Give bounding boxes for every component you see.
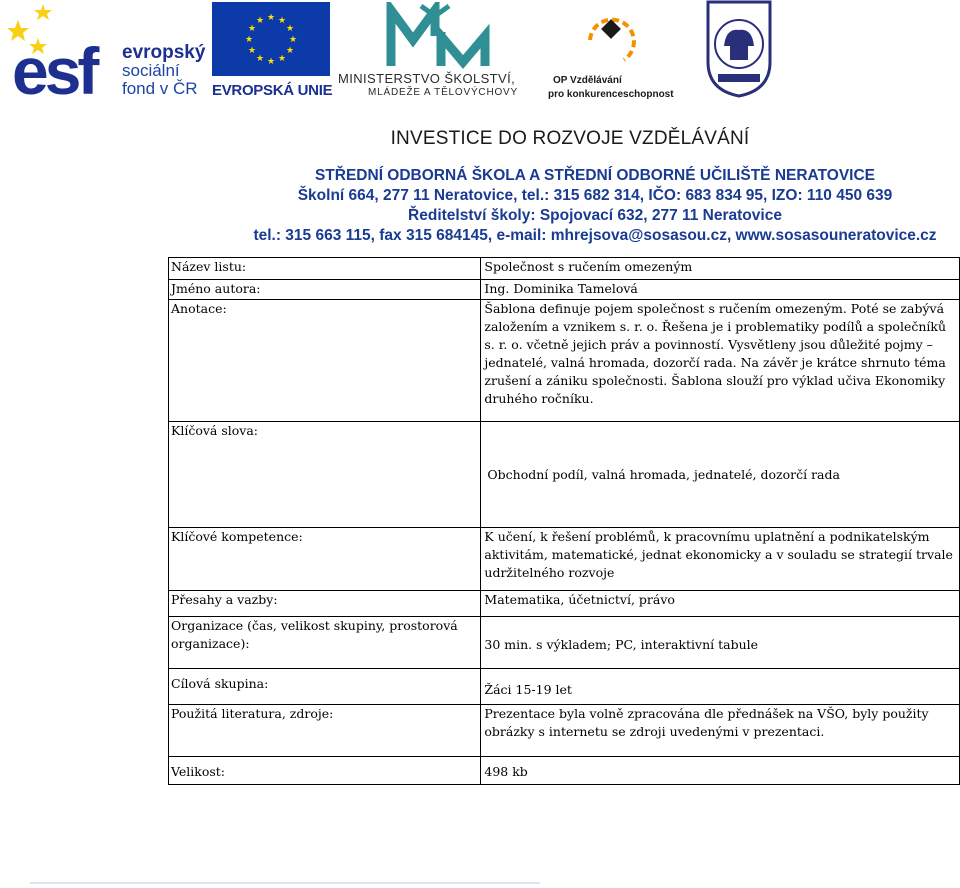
op-line-2: pro konkurenceschopnost <box>548 89 674 100</box>
esf-line-1: evropský <box>122 42 206 63</box>
table-row <box>169 422 960 528</box>
table-row <box>169 280 960 300</box>
svg-text:★: ★ <box>244 35 254 45</box>
kompetence-value: K učení, k řešení problémů, k pracovnímu uplatnění a podnikatelským aktivitám, matematické, jednat ekonomicky a v souladu se strategií trvale udržitelného rozvoje <box>481 528 960 591</box>
svg-text:★: ★ <box>266 57 276 67</box>
table-row <box>169 617 960 669</box>
autor-label: Jméno autora: <box>169 280 481 300</box>
investice-heading: INVESTICE DO ROZVOJE VZDĚLÁVÁNÍ <box>390 128 750 149</box>
eu-logo <box>212 2 333 102</box>
anotace-value: Šablona definuje pojem společnost s ručením omezeným. Poté se zabývá založením a vznikem s. r. o. Řešena je i problematiky podílů a společníků s. r. o. včetně jejich práv a povinností. Vysvětleny jsou důležité pojmy – jednatelé, valná hromada, dozorčí rada. Na závěr je krátce shrnuto téma zrušení a zániku společnosti. Šablona slouží pro výklad učiva Ekonomiky druhého ročníku. <box>481 300 960 422</box>
svg-text:★: ★ <box>288 35 298 45</box>
esf-logo-mark <box>8 2 116 97</box>
svg-text:★: ★ <box>255 54 265 64</box>
cilova-label: Cílová skupina: <box>169 669 481 705</box>
esf-line-2: sociální <box>122 61 180 80</box>
autor-value: Ing. Dominika Tamelová <box>481 280 960 300</box>
msmt-logo <box>338 2 543 102</box>
table-row <box>169 528 960 591</box>
school-name: STŘEDNÍ ODBORNÁ ŠKOLA A STŘEDNÍ ODBORNÉ UČILIŠTĚ NERATOVICE <box>314 167 876 184</box>
school-address: Školní 664, 277 11 Neratovice, tel.: 315 682 314, IČO: 683 834 95, IZO: 110 450 639 <box>297 187 893 204</box>
svg-text:★: ★ <box>247 46 257 56</box>
svg-text:★: ★ <box>277 54 287 64</box>
velikost-label: Velikost: <box>169 757 481 785</box>
table-row <box>169 300 960 422</box>
esf-line-3: fond v ČR <box>122 79 198 98</box>
table-row <box>169 258 960 280</box>
svg-text:★: ★ <box>247 24 257 34</box>
esf-logo <box>8 2 208 102</box>
bottom-divider <box>30 882 540 884</box>
klicova-text: Obchodní podíl, valná hromada, jednatelé, dozorčí rada <box>487 466 840 482</box>
svg-text:★: ★ <box>277 16 287 26</box>
school-contacts: tel.: 315 663 115, fax 315 684145, e-mail: mhrejsova@sosasou.cz, www.sosasouneratovice.cz <box>253 227 937 244</box>
msmt-line-2: MLÁDEŽE A TĚLOVÝCHOVY <box>368 87 518 98</box>
eu-flag-icon <box>212 2 330 76</box>
kompetence-label: Klíčové kompetence: <box>169 528 481 591</box>
msmt-logo-mark <box>383 2 493 70</box>
klicova-value <box>481 422 960 528</box>
organizace-value: 30 min. s výkladem; PC, interaktivní tabule <box>481 617 960 669</box>
anotace-label: Anotace: <box>169 300 481 422</box>
school-crest-icon <box>706 0 772 98</box>
metadata-table <box>168 257 960 785</box>
klicova-label: Klíčová slova: <box>169 422 481 528</box>
op-line-1: OP Vzdělávání <box>553 75 622 86</box>
svg-text:esf: esf <box>12 34 96 97</box>
table-row <box>169 669 960 705</box>
esf-logo-text <box>122 44 205 98</box>
school-directorate: Ředitelství školy: Spojovací 632, 277 11 Neratovice <box>408 207 782 224</box>
nazev-value: Společnost s ručením omezeným <box>481 258 960 280</box>
table-row <box>169 591 960 617</box>
svg-text:★: ★ <box>266 13 276 23</box>
velikost-value: 498 kb <box>481 757 960 785</box>
svg-text:★: ★ <box>285 24 295 34</box>
msmt-line-1: MINISTERSTVO ŠKOLSTVÍ, <box>338 71 516 86</box>
presahy-label: Přesahy a vazby: <box>169 591 481 617</box>
op-vzdelavani-logo <box>548 2 678 102</box>
cilova-value: Žáci 15-19 let <box>481 669 960 705</box>
presahy-value: Matematika, účetnictví, právo <box>481 591 960 617</box>
school-info <box>0 166 960 246</box>
svg-text:★: ★ <box>285 46 295 56</box>
svg-text:★: ★ <box>255 16 265 26</box>
table-row <box>169 705 960 757</box>
eu-caption: EVROPSKÁ UNIE <box>212 82 333 99</box>
literatura-value: Prezentace byla volně zpracována dle přednášek na VŠO, byly použity obrázky s internetu se zdroji uvedenými v prezentaci. <box>481 705 960 757</box>
literatura-label: Použitá literatura, zdroje: <box>169 705 481 757</box>
table-row <box>169 757 960 785</box>
nazev-label: Název listu: <box>169 258 481 280</box>
logo-strip <box>0 0 960 110</box>
op-logo-mark <box>576 10 646 70</box>
organizace-label: Organizace (čas, velikost skupiny, prostorová organizace): <box>169 617 481 669</box>
